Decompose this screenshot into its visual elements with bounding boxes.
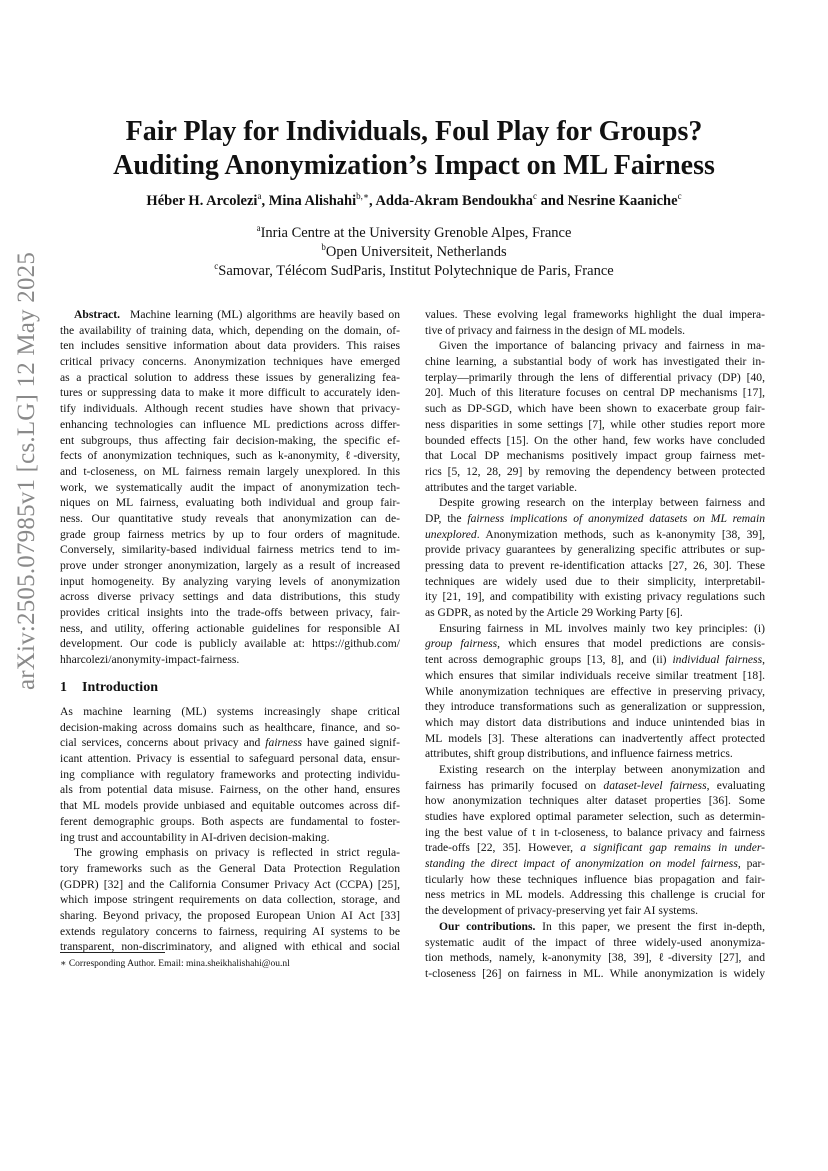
text-line: ness, and utility, offering actionable guidelines for responsible AI <box>60 621 400 635</box>
text-line: (GDPR) [32] and the California Consumer Privacy Act (CCPA) [25], <box>60 877 400 891</box>
text-line: ing compliance with regulatory frameworks and protecting individu- <box>60 767 400 781</box>
text-line: t-closeness [26] on fairness in ML. While anonymization is widely <box>425 966 765 980</box>
author-affil-mark: b,∗ <box>356 191 369 201</box>
affiliation: $^b$Open Universiteit, Netherlands <box>321 242 507 260</box>
text-line: Despite growing research on the interplay between fairness and <box>439 496 765 510</box>
text-line: prove under stronger anonymization, largely as a result of increased <box>60 559 400 572</box>
text-line: trade-offs [22, 35]. However, a significant gap remains in under- <box>425 841 765 855</box>
author-name: , Adda-Akram Bendoukha <box>369 193 533 209</box>
text-line: fairness has primarily focused on dataset-level fairness, evaluating <box>425 778 765 792</box>
text-line: studies have explored optimal parameter selection, such as determin- <box>425 810 765 823</box>
text-line: rics [5, 12, 28, 29] by removing the dependency between protected <box>425 464 765 478</box>
author-name: Héber H. Arcolezi <box>146 193 258 209</box>
text-line: As machine learning (ML) systems increasingly shape critical <box>60 705 400 718</box>
text-line: Our contributions. In this paper, we present the first in-depth, <box>439 919 765 933</box>
text-line: across diverse privacy settings and data distributions, this study <box>60 590 400 604</box>
affiliation: $^a$Inria Centre at the University Grenoble Alpes, France <box>256 223 572 241</box>
text-line: tent across demographic groups [13, 8], and (ii) individual fairness, <box>425 653 765 667</box>
text-line: extends regulatory concerns to fairness, requiring AI systems to be <box>60 924 400 938</box>
author-name: , Mina Alishahi <box>261 193 357 209</box>
abstract-first-line <box>60 307 400 323</box>
abstract <box>60 307 400 668</box>
text-line: fects of anonymization techniques, such as k-anonymity, ℓ-diversity, <box>60 449 400 463</box>
text-line: pressing data to prevent re-identification attacks [27, 26, 30]. These <box>425 559 765 572</box>
text-line: cial services, concerns about privacy and fairness have gained signif- <box>60 736 400 750</box>
text-line: attributes and the target variable. <box>425 480 578 494</box>
author-affil-mark: a <box>257 191 262 201</box>
footnote: ∗ Corresponding Author. Email: mina.sheikhalishahi@ou.nl <box>60 959 290 969</box>
text-line: values. These evolving legal frameworks highlight the dual impera- <box>425 308 765 321</box>
text-line: tory frameworks such as the General Data Protection Regulation <box>60 861 400 875</box>
text-line: ness. Our quantitative study reveals that anonymization can de- <box>60 511 400 525</box>
text-line: tify individuals. Although recent studies have shown that privacy- <box>60 402 400 416</box>
arxiv-stamp: arXiv:2505.07985v1 [cs.LG] 12 May 2025 <box>13 251 40 691</box>
text-line: provide privacy guarantees by generalizing specific attributes or sup- <box>425 543 765 557</box>
text-line: enhancing technologies can influence ML predictions across differ- <box>60 417 400 431</box>
text-line: Conversely, similarity-based individual fairness metrics tend to im- <box>60 543 400 557</box>
text-line: ML models [3]. These alterations can inadvertently affect protected <box>425 731 765 745</box>
author-name: and Nesrine Kaaniche <box>536 193 678 209</box>
text-line: ten includes sensitive information about data providers. This raises <box>60 339 400 353</box>
text-line: ticularly how these techniques influence bias propagation and fair- <box>425 872 765 886</box>
text-line: such as DP-SGD, which have been shown to exacerbate group fair- <box>425 402 765 416</box>
text-line: sharing. Beyond privacy, the proposed European Union AI Act [33] <box>60 908 400 922</box>
text-line: Existing research on the interplay between anonymization and <box>439 762 765 776</box>
text-line: development. Our code is publicly available at: https://github.com/ <box>60 637 400 651</box>
text-line: input homogeneity. By analyzing varying levels of anonymization <box>60 574 400 588</box>
text-line: als from potential data misuse. Fairness, on the other hand, ensures <box>60 783 400 797</box>
text-line: systematic audit of the impact of three widely-used anonymiza- <box>425 935 765 949</box>
text-line: which ensures that similar individuals receive similar treatment [18]. <box>425 668 765 682</box>
text-line: Ensuring fairness in ML involves mainly two key principles: (i) <box>439 621 765 635</box>
author-affil-mark: c <box>532 191 537 201</box>
text-line: they introduce transformations such as generalization or suppression, <box>425 700 765 714</box>
author-affil-mark: c <box>677 191 682 201</box>
abstract-label: Abstract. <box>74 308 121 321</box>
text-line: unexplored. Anonymization methods, such as k-anonymity [38, 39], <box>425 527 765 541</box>
text-line: critical privacy concerns. Anonymization techniques have emerged <box>60 355 400 369</box>
text-line: Given the importance of balancing privacy and fairness in ma- <box>439 339 765 353</box>
text-line: icant attention. Privacy is essential to safeguard personal data, ensur- <box>60 752 400 766</box>
left-column <box>60 307 400 668</box>
text-line: 20]. Much of this literature focuses on central DP mechanisms [17], <box>425 386 765 400</box>
text-line: Machine learning (ML) algorithms are heavily based on <box>130 308 400 321</box>
text-line: transparent, non-discriminatory, and aligned with ethical and social <box>60 940 400 954</box>
text-line: hharcolezi/anonymity-impact-fairness. <box>60 653 240 667</box>
text-line: ing trust and accountability in AI-driven decision-making. <box>60 830 330 844</box>
text-line: DP, the fairness implications of anonymized datasets on ML remain <box>425 511 765 525</box>
text-line: standing the direct impact of anonymization on model fairness, par- <box>425 857 766 871</box>
text-line: as a practical solution to address these issues by generalizing fea- <box>60 370 400 384</box>
text-line: that Local DP mechanisms positively impact group fairness met- <box>425 449 765 463</box>
text-line: group fairness, which ensures that model predictions are consis- <box>425 637 766 651</box>
text-line: ness metrics in ML models. Addressing this challenge is crucial for <box>425 888 765 902</box>
text-line: techniques are widely used due to their simplicity, interpretabil- <box>425 574 765 588</box>
text-line: tion methods, namely, k-anonymity [38, 39], ℓ-diversity [27], and <box>425 951 765 965</box>
text-line: and t-closeness, on ML fairness remain largely unexplored. In this <box>60 464 400 478</box>
text-line: attributes, shift group distributions, and influence fairness metrics. <box>425 747 733 761</box>
author-list <box>60 193 768 210</box>
text-line: work, we systematically audit the impact of anonymization tech- <box>60 480 400 494</box>
text-line: the availability of training data, which, depending on the domain, of- <box>60 323 400 337</box>
text-line: terplay—primarily through the lens of differential privacy (DP) [40, <box>425 370 765 384</box>
text-line: provides critical insights into the trade-offs between privacy, fair- <box>60 606 400 620</box>
affiliation: $^c$Samovar, Télécom SudParis, Institut Polytechnique de Paris, France <box>214 261 614 279</box>
text-line: While anonymization techniques are effective in preserving privacy, <box>425 684 765 698</box>
text-line: ness disparities in some settings [7], while other studies report more <box>425 417 765 431</box>
affiliations <box>60 224 768 281</box>
text-line: as GDPR, as noted by the Article 29 Working Party [6]. <box>425 606 683 620</box>
text-line: ing the best value of t in t-closeness, to balance privacy and fairness <box>425 825 765 839</box>
section-heading: 1 Introduction <box>60 680 158 695</box>
text-line: grade group fairness metrics by up to four orders of magnitude. <box>60 527 400 541</box>
text-line: niques on ML fairness, evaluating both individual and group fair- <box>60 496 400 510</box>
text-line: which may distort data distributions and induce unintended bias in <box>425 715 765 729</box>
text-line: which impose stringent requirements on data collection, storage, and <box>60 893 400 907</box>
text-line: ity [21, 19], and compatibility with existing privacy regulations such <box>425 590 765 604</box>
text-line: bounded effects [15]. On the other hand, few works have concluded <box>425 433 765 447</box>
text-line: ent subgroups, thus affecting fair decision-making, the specific ef- <box>60 433 400 447</box>
introduction-text <box>60 704 400 955</box>
paper-title <box>60 115 768 183</box>
text-line: that ML models provide unbiased and equitable outcomes across dif- <box>60 799 400 813</box>
right-column <box>425 307 765 982</box>
title-line-2: Auditing Anonymization’s Impact on ML Fairness <box>113 150 715 181</box>
text-line: ferent demographic groups. Both aspects are fundamental to foster- <box>60 814 400 828</box>
text-line: tive of privacy and fairness in the design of ML models. <box>425 323 686 337</box>
text-line: the development of privacy-preserving yet fair AI systems. <box>425 904 699 918</box>
text-line: The growing emphasis on privacy is reflected in strict regula- <box>74 846 400 860</box>
text-line: decision-making across domains such as healthcare, finance, and so- <box>60 720 400 734</box>
title-line-1: Fair Play for Individuals, Foul Play for Groups? <box>125 116 703 147</box>
text-line: how anonymization techniques alter dataset properties [36]. Some <box>425 794 765 808</box>
text-line: tures or suppressing data to make it more difficult to accurately iden- <box>60 386 400 400</box>
footnote-rule <box>60 952 165 953</box>
text-line: chine learning, a substantial body of work has investigated their in- <box>425 355 765 369</box>
